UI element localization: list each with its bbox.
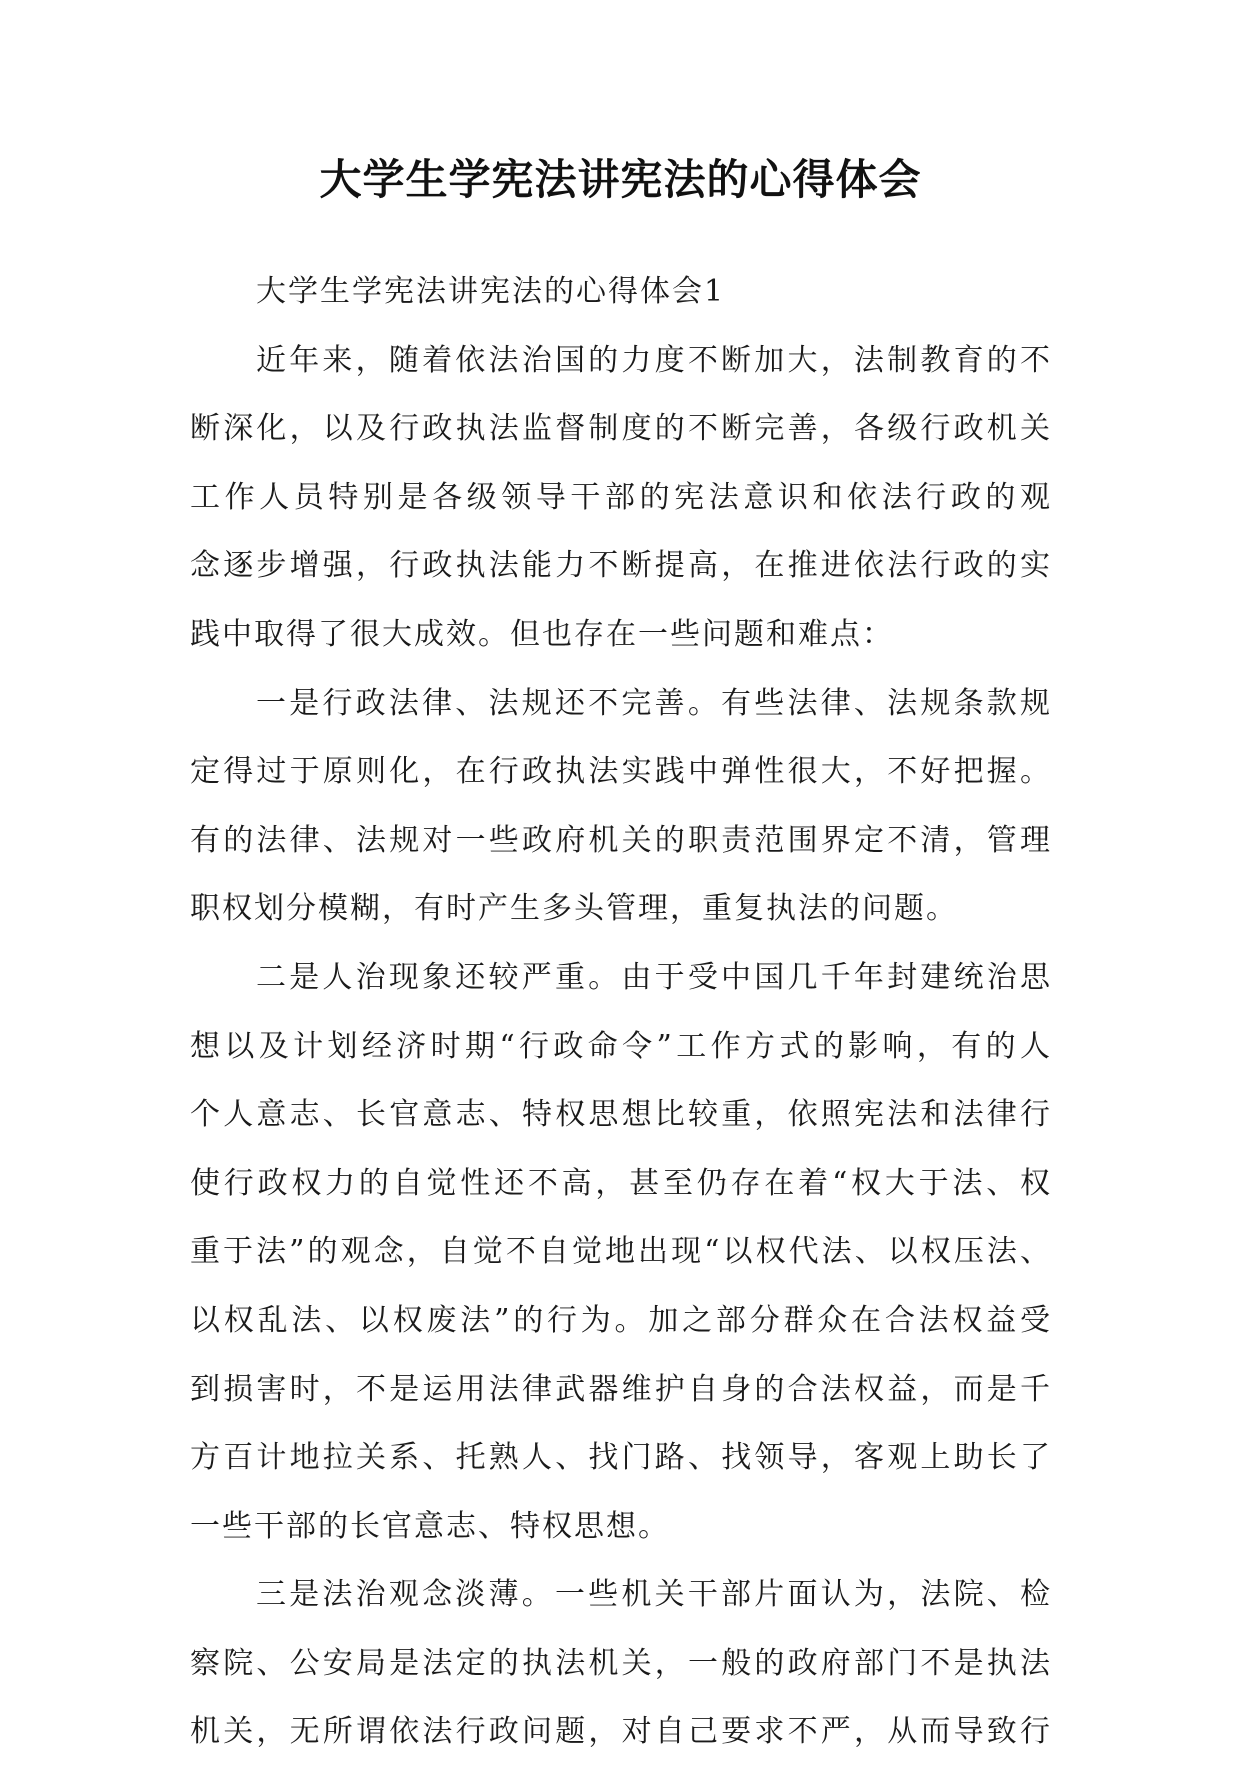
document-title: 大学生学宪法讲宪法的心得体会 — [319, 155, 922, 204]
paragraph-line: 有的法律、法规对一些政府机关的职责范围界定不清，管理 — [190, 822, 1052, 858]
paragraph-line: 机关，无所谓依法行政问题，对自己要求不严，从而导致行 — [190, 1714, 1052, 1750]
paragraph-line: 一些干部的长官意志、特权思想。 — [190, 1508, 670, 1544]
paragraph-line: 使行政权力的自觉性还不高，甚至仍存在着“权大于法、权 — [190, 1165, 1052, 1201]
paragraph-line: 到损害时，不是运用法律武器维护自身的合法权益，而是千 — [190, 1371, 1052, 1407]
paragraph-line: 以权乱法、以权废法”的行为。加之部分群众在合法权益受 — [190, 1302, 1052, 1338]
paragraph-line: 职权划分模糊，有时产生多头管理，重复执法的问题。 — [190, 891, 958, 927]
paragraph-line: 个人意志、长官意志、特权思想比较重，依照宪法和法律行 — [190, 1097, 1052, 1133]
paragraph-line: 念逐步增强，行政执法能力不断提高，在推进依法行政的实 — [190, 548, 1052, 584]
paragraph-line: 察院、公安局是法定的执法机关，一般的政府部门不是执法 — [190, 1645, 1052, 1681]
paragraph-line: 近年来，随着依法治国的力度不断加大，法制教育的不 — [256, 342, 1052, 378]
paragraph-line: 断深化，以及行政执法监督制度的不断完善，各级行政机关 — [190, 411, 1052, 447]
paragraph-line: 践中取得了很大成效。但也存在一些问题和难点： — [190, 616, 894, 652]
paragraph-line: 想以及计划经济时期“行政命令”工作方式的影响，有的人 — [190, 1028, 1052, 1064]
paragraph-line: 重于法”的观念，自觉不自觉地出现“以权代法、以权压法、 — [190, 1234, 1052, 1270]
paragraph-line: 方百计地拉关系、托熟人、找门路、找领导，客观上助长了 — [190, 1440, 1052, 1476]
paragraph-line: 一是行政法律、法规还不完善。有些法律、法规条款规 — [256, 685, 1052, 721]
paragraph-line: 定得过于原则化，在行政执法实践中弹性很大，不好把握。 — [190, 754, 1052, 790]
paragraph-line: 二是人治现象还较严重。由于受中国几千年封建统治思 — [256, 959, 1052, 995]
paragraph-line: 三是法治观念淡薄。一些机关干部片面认为，法院、检 — [256, 1577, 1052, 1613]
document-body — [190, 258, 1052, 1767]
paragraph-line: 工作人员特别是各级领导干部的宪法意识和依法行政的观 — [190, 479, 1052, 515]
section-heading: 大学生学宪法讲宪法的心得体会1 — [256, 274, 726, 309]
